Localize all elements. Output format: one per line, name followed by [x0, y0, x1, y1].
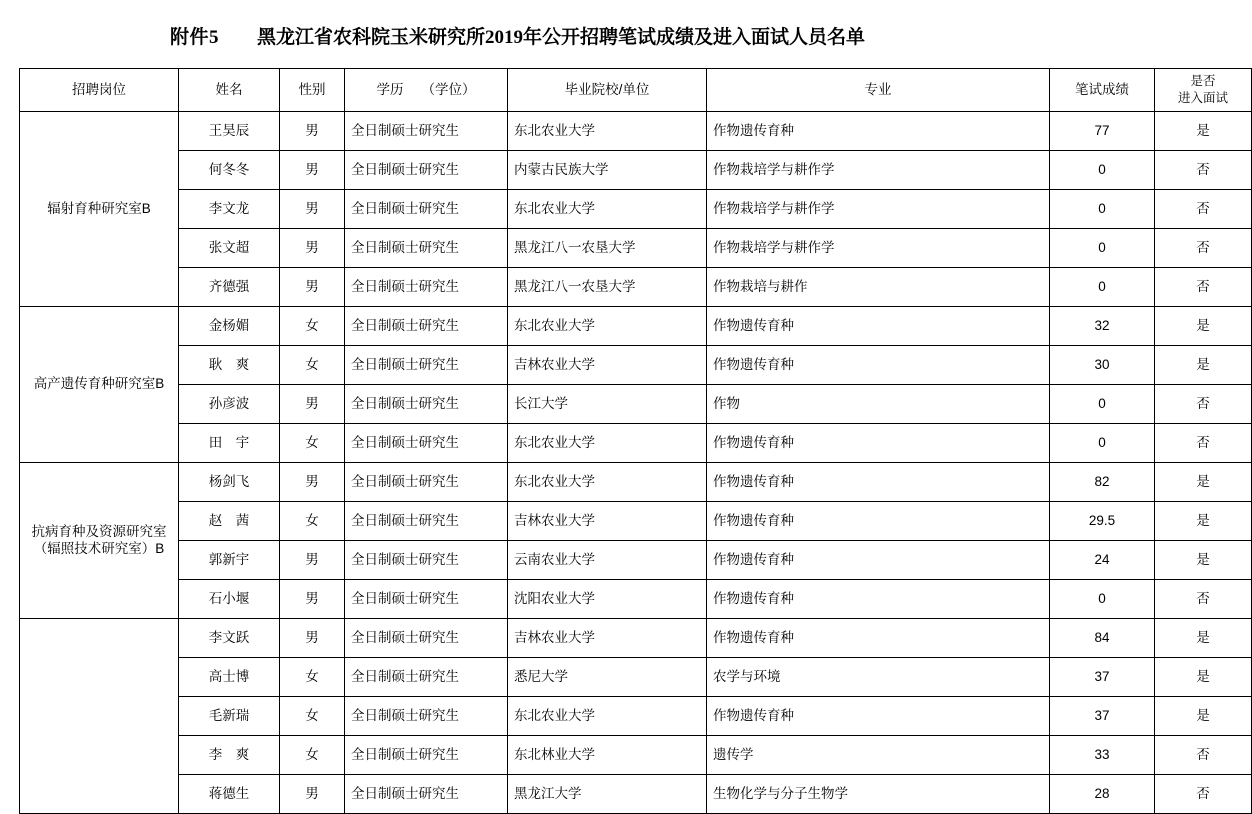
cell-interview: 是: [1155, 619, 1252, 658]
cell-degree: 全日制硕士研究生: [345, 385, 508, 424]
cell-gender: 女: [280, 736, 345, 775]
cell-score: 33: [1050, 736, 1155, 775]
cell-gender: 男: [280, 112, 345, 151]
cell-school: 沈阳农业大学: [508, 580, 707, 619]
cell-post: 抗病育种及资源研究室（辐照技术研究室）B: [20, 463, 179, 619]
cell-score: 30: [1050, 346, 1155, 385]
table-row: [20, 775, 1252, 814]
cell-degree: 全日制硕士研究生: [345, 658, 508, 697]
cell-name: 张文超: [179, 229, 280, 268]
cell-major: 作物遗传育种: [707, 502, 1050, 541]
cell-major: 作物遗传育种: [707, 619, 1050, 658]
cell-score: 37: [1050, 697, 1155, 736]
table-row: [20, 502, 1252, 541]
cell-school: 黑龙江大学: [508, 775, 707, 814]
table-row: [20, 580, 1252, 619]
cell-school: 黑龙江八一农垦大学: [508, 268, 707, 307]
cell-school: 吉林农业大学: [508, 346, 707, 385]
cell-gender: 男: [280, 229, 345, 268]
cell-interview: 否: [1155, 151, 1252, 190]
cell-interview: 是: [1155, 502, 1252, 541]
cell-interview: 是: [1155, 112, 1252, 151]
cell-gender: 女: [280, 307, 345, 346]
table-row: [20, 541, 1252, 580]
cell-school: 悉尼大学: [508, 658, 707, 697]
cell-gender: 女: [280, 658, 345, 697]
cell-score: 0: [1050, 190, 1155, 229]
cell-degree: 全日制硕士研究生: [345, 541, 508, 580]
column-header-degree-part1: 学历: [376, 81, 404, 97]
cell-name: 何冬冬: [179, 151, 280, 190]
cell-name: 郭新宇: [179, 541, 280, 580]
table-header: [20, 69, 1252, 112]
cell-degree: 全日制硕士研究生: [345, 190, 508, 229]
cell-name: 李文跃: [179, 619, 280, 658]
cell-school: 吉林农业大学: [508, 619, 707, 658]
cell-gender: 男: [280, 580, 345, 619]
cell-major: 作物栽培学与耕作学: [707, 151, 1050, 190]
cell-school: 东北农业大学: [508, 112, 707, 151]
cell-degree: 全日制硕士研究生: [345, 697, 508, 736]
cell-degree: 全日制硕士研究生: [345, 151, 508, 190]
cell-score: 0: [1050, 580, 1155, 619]
cell-score: 32: [1050, 307, 1155, 346]
cell-score: 77: [1050, 112, 1155, 151]
cell-name: 齐德强: [179, 268, 280, 307]
cell-interview: 是: [1155, 697, 1252, 736]
cell-degree: 全日制硕士研究生: [345, 736, 508, 775]
cell-degree: 全日制硕士研究生: [345, 580, 508, 619]
cell-gender: 男: [280, 463, 345, 502]
cell-score: 0: [1050, 424, 1155, 463]
table-row: [20, 658, 1252, 697]
cell-score: 24: [1050, 541, 1155, 580]
cell-name: 金杨媚: [179, 307, 280, 346]
cell-major: 作物栽培学与耕作学: [707, 190, 1050, 229]
cell-score: 0: [1050, 385, 1155, 424]
cell-school: 长江大学: [508, 385, 707, 424]
cell-major: 作物栽培学与耕作学: [707, 229, 1050, 268]
cell-school: 吉林农业大学: [508, 502, 707, 541]
cell-school: 云南农业大学: [508, 541, 707, 580]
cell-school: 东北农业大学: [508, 463, 707, 502]
cell-school: 东北农业大学: [508, 307, 707, 346]
cell-gender: 女: [280, 424, 345, 463]
cell-gender: 男: [280, 190, 345, 229]
cell-school: 黑龙江八一农垦大学: [508, 229, 707, 268]
cell-degree: 全日制硕士研究生: [345, 229, 508, 268]
cell-score: 82: [1050, 463, 1155, 502]
cell-school: 东北农业大学: [508, 190, 707, 229]
cell-degree: 全日制硕士研究生: [345, 463, 508, 502]
cell-school: 东北林业大学: [508, 736, 707, 775]
cell-name: 赵 茜: [179, 502, 280, 541]
table-row: [20, 736, 1252, 775]
cell-gender: 男: [280, 151, 345, 190]
cell-degree: 全日制硕士研究生: [345, 424, 508, 463]
cell-name: 杨剑飞: [179, 463, 280, 502]
cell-degree: 全日制硕士研究生: [345, 619, 508, 658]
cell-interview: 否: [1155, 229, 1252, 268]
cell-name: 孙彦波: [179, 385, 280, 424]
cell-major: 作物遗传育种: [707, 463, 1050, 502]
table-row: [20, 463, 1252, 502]
column-header-post: 招聘岗位: [20, 69, 179, 112]
cell-interview: 是: [1155, 346, 1252, 385]
table-row: [20, 346, 1252, 385]
cell-major: 作物遗传育种: [707, 346, 1050, 385]
column-header-school: 毕业院校/单位: [508, 69, 707, 112]
column-header-score: 笔试成绩: [1050, 69, 1155, 112]
cell-degree: 全日制硕士研究生: [345, 775, 508, 814]
cell-name: 毛新瑞: [179, 697, 280, 736]
cell-gender: 女: [280, 346, 345, 385]
cell-interview: 否: [1155, 424, 1252, 463]
cell-degree: 全日制硕士研究生: [345, 307, 508, 346]
cell-major: 作物遗传育种: [707, 307, 1050, 346]
table-header-row: [20, 69, 1252, 112]
cell-name: 耿 爽: [179, 346, 280, 385]
cell-name: 王昊辰: [179, 112, 280, 151]
applicants-table: [19, 68, 1252, 814]
document-title: [0, 0, 1166, 49]
cell-name: 李文龙: [179, 190, 280, 229]
table-row: [20, 229, 1252, 268]
cell-degree: 全日制硕士研究生: [345, 346, 508, 385]
cell-degree: 全日制硕士研究生: [345, 268, 508, 307]
cell-gender: 男: [280, 619, 345, 658]
cell-name: 田 宇: [179, 424, 280, 463]
cell-name: 高士博: [179, 658, 280, 697]
table-row: [20, 268, 1252, 307]
cell-major: 生物化学与分子生物学: [707, 775, 1050, 814]
title-attachment-label: 附件5: [170, 27, 220, 48]
title-main-text: 黑龙江省农科院玉米研究所2019年公开招聘笔试成绩及进入面试人员名单: [257, 27, 866, 48]
cell-post: [20, 619, 179, 814]
cell-major: 作物栽培与耕作: [707, 268, 1050, 307]
cell-major: 作物遗传育种: [707, 424, 1050, 463]
cell-school: 东北农业大学: [508, 424, 707, 463]
cell-score: 0: [1050, 151, 1155, 190]
column-header-interview-line2: 进入面试: [1177, 91, 1228, 105]
cell-score: 0: [1050, 268, 1155, 307]
column-header-major: 专业: [707, 69, 1050, 112]
cell-score: 37: [1050, 658, 1155, 697]
cell-gender: 男: [280, 268, 345, 307]
table-row: [20, 424, 1252, 463]
cell-degree: 全日制硕士研究生: [345, 502, 508, 541]
cell-score: 0: [1050, 229, 1155, 268]
table-row: [20, 307, 1252, 346]
cell-score: 29.5: [1050, 502, 1155, 541]
cell-score: 84: [1050, 619, 1155, 658]
cell-interview: 是: [1155, 463, 1252, 502]
cell-post: 高产遗传育种研究室B: [20, 307, 179, 463]
cell-school: 东北农业大学: [508, 697, 707, 736]
cell-gender: 男: [280, 541, 345, 580]
column-header-name: 姓名: [179, 69, 280, 112]
cell-interview: 否: [1155, 775, 1252, 814]
table-row: [20, 697, 1252, 736]
cell-score: 28: [1050, 775, 1155, 814]
table-row: [20, 112, 1252, 151]
cell-name: 李 爽: [179, 736, 280, 775]
cell-name: 石小堰: [179, 580, 280, 619]
cell-gender: 女: [280, 697, 345, 736]
cell-gender: 女: [280, 502, 345, 541]
column-header-interview-line1: 是否: [1190, 74, 1216, 89]
cell-major: 作物遗传育种: [707, 580, 1050, 619]
cell-interview: 是: [1155, 541, 1252, 580]
table-body: [20, 112, 1252, 814]
cell-interview: 否: [1155, 190, 1252, 229]
cell-interview: 否: [1155, 268, 1252, 307]
column-header-degree: [345, 69, 508, 112]
cell-interview: 否: [1155, 385, 1252, 424]
cell-major: 作物: [707, 385, 1050, 424]
cell-major: 农学与环境: [707, 658, 1050, 697]
cell-interview: 否: [1155, 580, 1252, 619]
table-row: [20, 151, 1252, 190]
column-header-degree-part2: （学位）: [421, 81, 476, 97]
cell-major: 遗传学: [707, 736, 1050, 775]
cell-degree: 全日制硕士研究生: [345, 112, 508, 151]
cell-post: 辐射育种研究室B: [20, 112, 179, 307]
column-header-interview: [1155, 69, 1252, 112]
cell-major: 作物遗传育种: [707, 541, 1050, 580]
cell-name: 蒋德生: [179, 775, 280, 814]
cell-interview: 否: [1155, 736, 1252, 775]
cell-major: 作物遗传育种: [707, 697, 1050, 736]
cell-interview: 是: [1155, 307, 1252, 346]
column-header-gender: 性别: [280, 69, 345, 112]
table-row: [20, 190, 1252, 229]
table-row: [20, 619, 1252, 658]
cell-school: 内蒙古民族大学: [508, 151, 707, 190]
cell-gender: 男: [280, 775, 345, 814]
cell-gender: 男: [280, 385, 345, 424]
cell-major: 作物遗传育种: [707, 112, 1050, 151]
cell-interview: 是: [1155, 658, 1252, 697]
table-row: [20, 385, 1252, 424]
